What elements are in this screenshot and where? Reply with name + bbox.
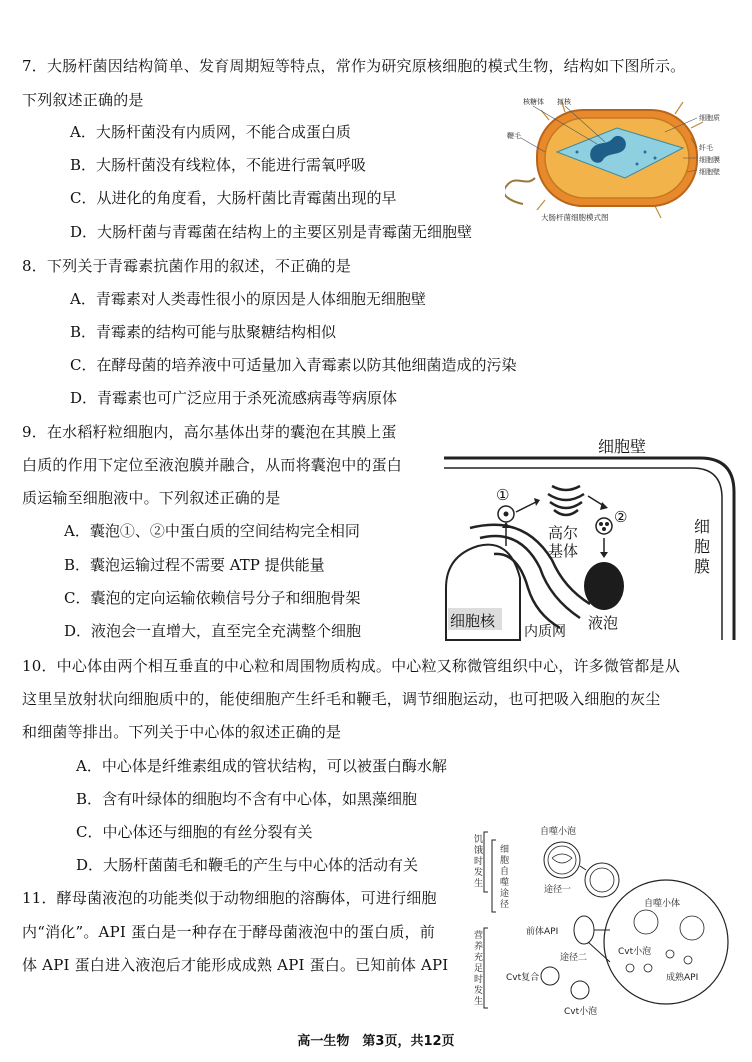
flagellum-line xyxy=(505,178,535,204)
q11-autophagy-figure xyxy=(470,822,742,1022)
q8-option-b: B．青霉素的结构可能与肽聚糖结构相似 xyxy=(70,323,337,341)
q7-stem-line-1: 7．大肠杆菌因结构简单、发育周期短等特点，常作为研究原核细胞的模式生物，结构如下图所示。 xyxy=(22,57,686,75)
label-route-2: 途径二 xyxy=(560,953,588,963)
label-vacuole: 液泡 xyxy=(588,614,619,632)
pathway-char-6: 径 xyxy=(500,900,510,910)
q9-option-c: C．囊泡的定向运输依赖信号分子和细胞骨架 xyxy=(64,589,361,607)
label-membrane: 细胞膜 xyxy=(699,156,720,164)
pathway-char-3: 自 xyxy=(500,867,510,877)
q7-option-b: B．大肠杆菌没有线粒体，不能进行需氧呼吸 xyxy=(70,156,367,174)
q8-option-d: D．青霉素也可广泛应用于杀死流感病毒等病原体 xyxy=(70,389,398,407)
starvation-char-1: 饥 xyxy=(474,835,484,845)
label-cvt-vesicle-inner: Cvt小泡 xyxy=(618,947,652,957)
q8-option-a: A．青霉素对人类毒性很小的原因是人体细胞无细胞壁 xyxy=(70,290,426,308)
nutrient-char-5: 时 xyxy=(474,975,484,985)
label-golgi-2: 基体 xyxy=(548,542,579,560)
starvation-char-3: 时 xyxy=(474,857,484,867)
label-cell-wall: 细胞壁 xyxy=(699,168,720,176)
figure-caption: 大肠杆菌细胞模式图 xyxy=(541,213,609,222)
bracket-top xyxy=(484,832,488,892)
label-membrane-3: 膜 xyxy=(694,557,711,576)
pathway-char-1: 细 xyxy=(500,845,510,855)
q9-stem-line-1: 9．在水稻籽粒细胞内，高尔基体出芽的囊泡在其膜上蛋 xyxy=(22,423,397,441)
label-autophagic-body: 自噬小体 xyxy=(644,899,681,909)
q7-option-a: A．大肠杆菌没有内质网，不能合成蛋白质 xyxy=(70,123,351,141)
q9-option-d: D．液泡会一直增大，直至完全充满整个细胞 xyxy=(64,622,362,640)
pathway-char-2: 胞 xyxy=(500,856,510,866)
q10-stem-line-3: 和细菌等排出。下列关于中心体的叙述正确的是 xyxy=(22,723,342,741)
q11-stem-line-3: 体 API 蛋白进入液泡后才能形成成熟 API 蛋白。已知前体 API xyxy=(22,956,449,974)
bracket-pathway xyxy=(492,840,496,912)
nutrient-char-7: 生 xyxy=(474,997,484,1007)
starvation-char-5: 生 xyxy=(474,879,484,889)
q7-stem-line-2: 下列叙述正确的是 xyxy=(22,91,144,109)
label-vesicle-2: ② xyxy=(614,508,628,526)
label-mature-api: 成熟API xyxy=(666,973,699,983)
nutrient-char-3: 充 xyxy=(474,953,484,963)
q9-vesicle-figure xyxy=(440,428,740,642)
q10-stem-line-2: 这里呈放射状向细胞质中的，能使细胞产生纤毛和鞭毛，调节细胞运动，也可把吸入细胞的灰尘 xyxy=(22,690,661,708)
label-ribosome: 核糖体 xyxy=(523,98,544,106)
q9-option-b: B．囊泡运输过程不需要 ATP 提供能量 xyxy=(64,556,325,574)
label-membrane-2: 胞 xyxy=(694,537,711,556)
starvation-char-4: 发 xyxy=(474,868,484,878)
q9-stem-line-2: 白质的作用下定位至液泡膜并融合，从而将囊泡中的蛋白 xyxy=(22,456,403,474)
q10-option-c: C．中心体还与细胞的有丝分裂有关 xyxy=(76,823,313,841)
golgi-shape xyxy=(548,486,584,515)
vesicle-1-core xyxy=(504,512,509,517)
vesicle-2-shape xyxy=(596,518,612,534)
label-cvt-small: Cvt小泡 xyxy=(564,1007,598,1017)
q11-stem-line-2: 内“消化”。API 蛋白是一种存在于酵母菌液泡中的蛋白质，前 xyxy=(22,923,435,941)
label-er: 内质网 xyxy=(524,624,566,640)
q10-option-b: B．含有叶绿体的细胞均不含有中心体，如黑藻细胞 xyxy=(76,790,418,808)
arrow-a xyxy=(580,866,586,870)
pathway-char-4: 噬 xyxy=(500,878,510,888)
q8-option-c: C．在酵母菌的培养液中可适量加入青霉素以防其他细菌造成的污染 xyxy=(70,356,517,374)
starvation-char-2: 饿 xyxy=(474,846,484,856)
cvt-complex-shape xyxy=(541,967,559,985)
q9-stem-line-3: 质运输至细胞液中。下列叙述正确的是 xyxy=(22,489,281,507)
nutrient-char-1: 营 xyxy=(474,931,484,941)
q7-ecoli-figure xyxy=(505,92,737,224)
cvt-vesicle-shape xyxy=(571,981,589,999)
q10-option-d: D．大肠杆菌菌毛和鞭毛的产生与中心体的活动有关 xyxy=(76,856,419,874)
bracket-bottom xyxy=(484,928,488,1008)
label-membrane-1: 细 xyxy=(694,517,711,536)
precursor-organelle-shape xyxy=(574,916,594,944)
arrow-head-4 xyxy=(600,552,608,558)
nutrient-char-4: 足 xyxy=(474,964,484,974)
nutrient-char-6: 发 xyxy=(474,986,484,996)
label-precursor-api: 前体API xyxy=(526,927,559,937)
label-pili: 纤毛 xyxy=(699,144,713,152)
arrow-head-3 xyxy=(600,502,608,510)
q8-stem: 8．下列关于青霉素抗菌作用的叙述，不正确的是 xyxy=(22,257,351,275)
pathway-char-5: 途 xyxy=(500,889,510,899)
label-autophagosome: 自噬小泡 xyxy=(540,827,577,837)
nutrient-char-2: 养 xyxy=(474,942,484,952)
q10-option-a: A．中心体是纤维素组成的管状结构，可以被蛋白酶水解 xyxy=(76,757,447,775)
page-footer: 高一生物 第3页，共12页 xyxy=(297,1034,455,1049)
label-golgi-1: 高尔 xyxy=(548,524,579,542)
label-vesicle-1: ① xyxy=(496,486,510,504)
q9-option-a: A．囊泡①、②中蛋白质的空间结构完全相同 xyxy=(64,522,360,540)
q11-stem-line-1: 11．酵母菌液泡的功能类似于动物细胞的溶酶体，可进行细胞 xyxy=(22,889,437,907)
label-flagellum: 鞭毛 xyxy=(507,132,521,140)
label-cytoplasm: 细胞质 xyxy=(699,114,720,122)
arrow-vesicle-to-golgi xyxy=(516,502,536,512)
autophagosome-shape xyxy=(544,842,580,878)
label-cell-wall: 细胞壁 xyxy=(598,437,647,456)
label-route-1: 途径一 xyxy=(544,885,572,895)
q7-option-d: D．大肠杆菌与青霉菌在结构上的主要区别是青霉菌无细胞壁 xyxy=(70,223,473,241)
q7-option-c: C．从进化的角度看，大肠杆菌比青霉菌出现的早 xyxy=(70,189,397,207)
label-nucleus: 细胞核 xyxy=(450,612,496,630)
label-cvt-complex: Cvt复合 xyxy=(506,973,540,983)
q10-stem-line-1: 10．中心体由两个相互垂直的中心粒和周围物质构成。中心粒又称微管组织中心，许多微管都是从 xyxy=(22,657,680,675)
vacuole-shape xyxy=(584,562,624,610)
label-nucleoid: 拟核 xyxy=(557,98,571,106)
